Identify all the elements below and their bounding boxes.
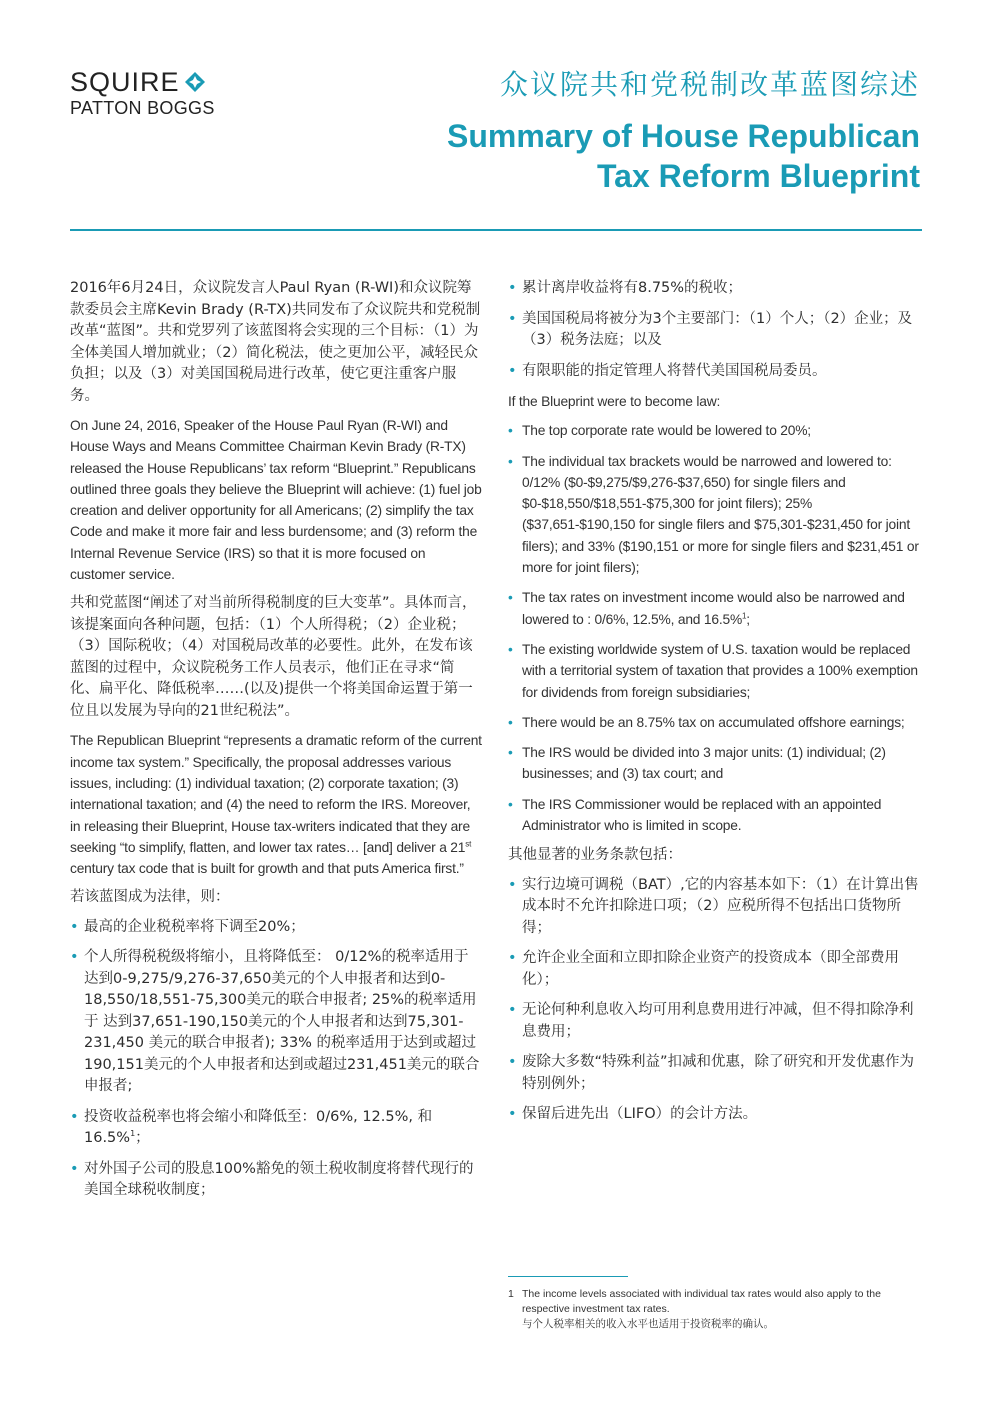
list-item: • 保留后进先出（LIFO）的会计方法。 bbox=[508, 1104, 922, 1126]
footnote-text-en: The income levels associated with individual tax rates would also apply to the respective investment tax rates. bbox=[522, 1288, 881, 1315]
footnote-number: 1 bbox=[508, 1288, 514, 1300]
list-item: • The tax rates on investment income would also be narrowed and lowered to : 0/6%, 12.5%, and 16.5%$^1$; bbox=[508, 587, 922, 630]
list-item: • 对外国子公司的股息100%豁免的领土税收制度将替代现行的美国全球税收制度； bbox=[70, 1159, 482, 1202]
title-chinese: 众议院共和党税制改革蓝图综述 bbox=[499, 68, 920, 101]
list-item: • 个人所得税税级将缩小，且将降低至： 0/12%的税率适用于 达到0-9,275/9,276-37,650美元的个人申报者和达到0-18,550/18,551-75,300美元的联合申报者; 25%的税率适用于 达到37,651-190,150美元的个人申报者和达到75,301-231,450 美元的联合申报者); 33% 的税率适用于达到或超过190,151美元的个人申报者和达到或超过231,451美元的联合申报者; bbox=[70, 947, 482, 1098]
list-item: • There would be an 8.75% tax on accumulated offshore earnings; bbox=[508, 712, 922, 733]
list-item: • The IRS Commissioner would be replaced with an appointed Administrator who is limited in scope. bbox=[508, 794, 922, 837]
right-column bbox=[508, 278, 922, 1135]
list-item: • The individual tax brackets would be narrowed and lowered to: 0/12% ($0-$9,275/$9,276-$37,650) for single filers and $0-$18,550/$18,551-$75,300 for joint filers); 25% ($37,651-$190,150 for single filers and $75,301-$231,450 for joint filers); and 33% ($190,151 or more for single filers and $231,451 or more for joint filers); bbox=[508, 451, 922, 579]
list-item: • 美国国税局将被分为3个主要部门：（1）个人；（2）企业；及（3）税务法庭；以及 bbox=[508, 309, 922, 352]
left-column bbox=[70, 278, 482, 1211]
title-english bbox=[447, 116, 920, 196]
list-item: • 废除大多数“特殊利益”扣减和优惠，除了研究和开发优惠作为特别例外； bbox=[508, 1052, 922, 1095]
provisions-list-en bbox=[508, 420, 922, 836]
title-english-line2: Tax Reform Blueprint bbox=[597, 158, 920, 194]
logo-diamond-icon bbox=[184, 71, 206, 93]
footnote bbox=[508, 1287, 922, 1332]
footnote-text-cn: 与个人税率相关的收入水平也适用于投资税率的确认。 bbox=[522, 1318, 774, 1330]
footnote-divider bbox=[508, 1276, 628, 1277]
list-item: • 累计离岸收益将有8.75%的税收； bbox=[508, 278, 922, 300]
header-divider bbox=[70, 229, 922, 231]
list-item: • 无论何种利息收入均可用利息费用进行冲减，但不得扣除净利息费用； bbox=[508, 1000, 922, 1043]
provisions-list-cn-continued bbox=[508, 278, 922, 382]
list-item: • 有限职能的指定管理人将替代美国国税局委员。 bbox=[508, 361, 922, 383]
footnote-ref: 1 bbox=[130, 1129, 136, 1139]
list-item: • 允许企业全面和立即扣除企业资产的投资成本（即全部费用化）； bbox=[508, 948, 922, 991]
squire-patton-boggs-logo bbox=[70, 68, 215, 118]
list-item: • 投资收益税率也将会缩小和降低至：0/6%, 12.5%, 和 16.5%$^1$； bbox=[70, 1107, 482, 1150]
other-provisions-heading-cn: 其他显著的业务条款包括： bbox=[508, 847, 682, 864]
logo-squire-text: SQUIRE bbox=[70, 67, 180, 97]
blueprint-paragraph-en: The Republican Blueprint “represents a dramatic reform of the current income tax system.” Specifically, the proposal addresses various issues, including: (1) individual taxation; (2) corporate taxation; (3) international taxation; and (4) the need to reform the IRS. Moreover, in releasing their Blueprint, House tax-writers indicated that they are seeking “to simplify, flatten, and lower tax rates… [and] deliver a 21st century tax code that is built for growth and that puts America first.” bbox=[70, 733, 482, 877]
footnote-ref: 1 bbox=[742, 611, 747, 621]
if-law-heading-en: If the Blueprint were to become law: bbox=[508, 394, 721, 409]
if-law-heading-cn: 若该蓝图成为法律，则： bbox=[70, 889, 230, 906]
list-item: • 最高的企业税税率将下调至20%； bbox=[70, 917, 482, 939]
list-item: • The existing worldwide system of U.S. taxation would be replaced with a territorial system of taxation that provides a 100% exemption for dividends from foreign subsidiaries; bbox=[508, 639, 922, 703]
provisions-list-cn bbox=[70, 917, 482, 1202]
list-item: • 实行边境可调税（BAT）,它的内容基本如下：（1）在计算出售成本时不允许扣除进口项；（2）应税所得不包括出口货物所得； bbox=[508, 875, 922, 940]
business-provisions-list-cn bbox=[508, 875, 922, 1126]
blueprint-paragraph-cn: 共和党蓝图“阐述了对当前所得税制度的巨大变革”。具体而言，该提案面向各种问题，包括：（1）个人所得税；（2）企业税；（3）国际税收；（4）对国税局改革的必要性。此外，在发布该蓝图的过程中，众议院税务工作人员表示，他们正在寻求“简化、扁平化、降低税率……(以及)提供一个将美国命运置于第一位且以发展为导向的21世纪税法”。 bbox=[70, 595, 477, 719]
intro-paragraph-en: On June 24, 2016, Speaker of the House Paul Ryan (R-WI) and House Ways and Means Committee Chairman Kevin Brady (R-TX) released the House Republicans’ tax reform “Blueprint.” Republicans outlined three goals they believe the Blueprint will achieve: (1) fuel job creation and deliver opportunity for all Americans; (2) simplify the tax Code and make it more fair and less burdensome; and (3) reform the Internal Revenue Service (IRS) so that it is more focused on customer service. bbox=[70, 418, 482, 583]
intro-paragraph-cn: 2016年6月24日，众议院发言人Paul Ryan (R-WI)和众议院筹款委员会主席Kevin Brady (R-TX)共同发布了众议院共和党税制改革“蓝图”。共和党罗列了该蓝图将会实现的三个目标：（1）为全体美国人增加就业；（2）简化税法，使之更加公平，减轻民众负担；以及（3）对美国国税局进行改革，使它更注重客户服务。 bbox=[70, 280, 481, 404]
logo-patton-boggs-text: PATTON BOGGS bbox=[70, 98, 215, 118]
list-item: • The top corporate rate would be lowered to 20%; bbox=[508, 420, 922, 441]
title-english-line1: Summary of House Republican bbox=[447, 118, 920, 154]
list-item: • The IRS would be divided into 3 major units: (1) individual; (2) businesses; and (3) tax court; and bbox=[508, 742, 922, 785]
